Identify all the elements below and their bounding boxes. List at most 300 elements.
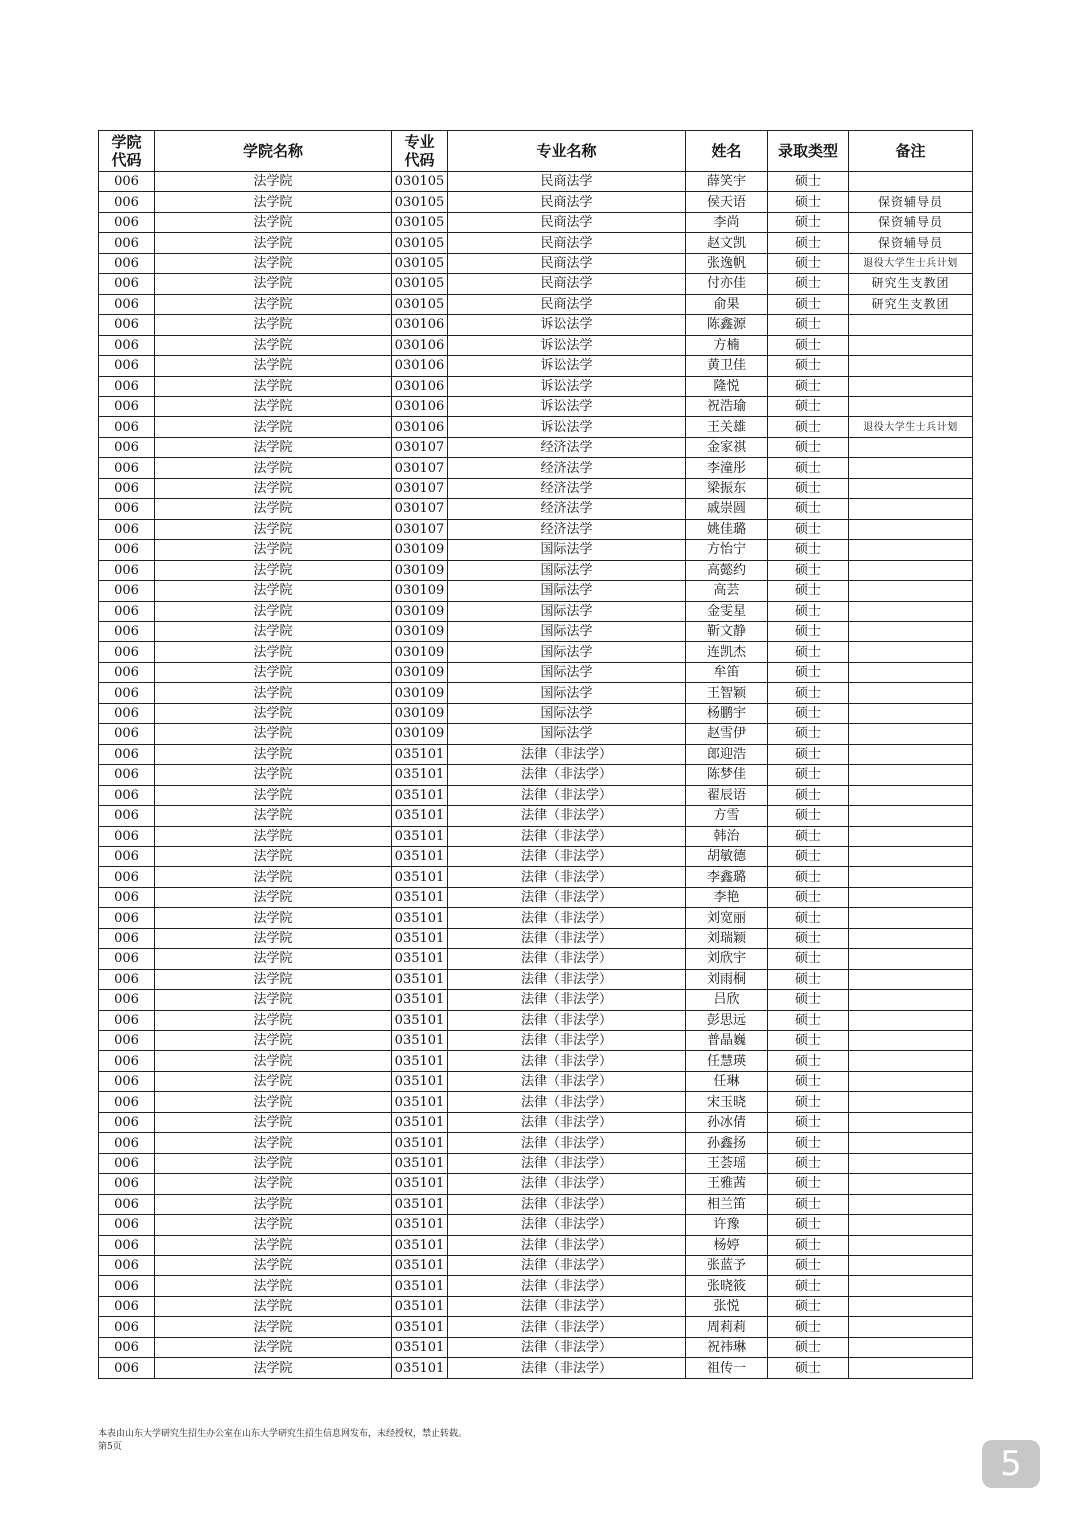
cell-major-name: 民商法学	[448, 274, 686, 294]
cell-student-name: 隆悦	[686, 376, 768, 396]
cell-student-name: 刘雨桐	[686, 969, 768, 989]
table-row	[99, 499, 973, 519]
cell-major-name: 诉讼法学	[448, 376, 686, 396]
table-row	[99, 294, 973, 314]
cell-major-name: 法律（非法学）	[448, 949, 686, 969]
cell-remarks	[849, 1194, 973, 1214]
cell-college-code: 006	[99, 1133, 155, 1153]
cell-college-code: 006	[99, 581, 155, 601]
cell-college-name: 法学院	[155, 1317, 392, 1337]
cell-college-name: 法学院	[155, 1010, 392, 1030]
cell-major-code: 035101	[392, 1133, 448, 1153]
cell-admission-type: 硕士	[768, 887, 849, 907]
cell-student-name: 靳文静	[686, 621, 768, 641]
cell-student-name: 王雅茜	[686, 1174, 768, 1194]
cell-college-code: 006	[99, 315, 155, 335]
cell-admission-type: 硕士	[768, 1215, 849, 1235]
cell-college-name: 法学院	[155, 1235, 392, 1255]
cell-remarks	[849, 1174, 973, 1194]
cell-student-name: 王荟瑶	[686, 1153, 768, 1173]
cell-major-name: 国际法学	[448, 642, 686, 662]
cell-college-code: 006	[99, 1215, 155, 1235]
cell-major-name: 法律（非法学）	[448, 1174, 686, 1194]
cell-remarks	[849, 621, 973, 641]
cell-remarks	[849, 1317, 973, 1337]
cell-student-name: 胡敏德	[686, 846, 768, 866]
table-row	[99, 949, 973, 969]
cell-remarks	[849, 765, 973, 785]
cell-admission-type: 硕士	[768, 396, 849, 416]
cell-major-name: 法律（非法学）	[448, 765, 686, 785]
cell-major-name: 国际法学	[448, 662, 686, 682]
cell-major-name: 国际法学	[448, 683, 686, 703]
table-row	[99, 581, 973, 601]
table-row	[99, 519, 973, 539]
cell-admission-type: 硕士	[768, 765, 849, 785]
cell-admission-type: 硕士	[768, 376, 849, 396]
table-row	[99, 887, 973, 907]
cell-college-code: 006	[99, 499, 155, 519]
cell-major-name: 法律（非法学）	[448, 1215, 686, 1235]
cell-admission-type: 硕士	[768, 846, 849, 866]
cell-admission-type: 硕士	[768, 519, 849, 539]
cell-student-name: 刘欣宇	[686, 949, 768, 969]
cell-admission-type: 硕士	[768, 294, 849, 314]
table-row	[99, 969, 973, 989]
cell-college-code: 006	[99, 969, 155, 989]
cell-college-code: 006	[99, 1276, 155, 1296]
cell-student-name: 方楠	[686, 335, 768, 355]
cell-college-name: 法学院	[155, 417, 392, 437]
header-name: 姓名	[686, 131, 768, 172]
table-row	[99, 1194, 973, 1214]
cell-major-name: 法律（非法学）	[448, 1051, 686, 1071]
cell-college-code: 006	[99, 1071, 155, 1091]
cell-student-name: 郎迎浩	[686, 744, 768, 764]
cell-college-name: 法学院	[155, 376, 392, 396]
cell-major-code: 035101	[392, 1010, 448, 1030]
cell-student-name: 梁振东	[686, 478, 768, 498]
header-college-name: 学院名称	[155, 131, 392, 172]
cell-college-name: 法学院	[155, 1276, 392, 1296]
cell-major-code: 030106	[392, 417, 448, 437]
cell-college-code: 006	[99, 724, 155, 744]
cell-admission-type: 硕士	[768, 826, 849, 846]
table-header-row	[99, 131, 973, 172]
cell-major-code: 035101	[392, 867, 448, 887]
cell-major-name: 诉讼法学	[448, 315, 686, 335]
cell-college-code: 006	[99, 928, 155, 948]
cell-admission-type: 硕士	[768, 335, 849, 355]
cell-remarks	[849, 785, 973, 805]
cell-college-name: 法学院	[155, 949, 392, 969]
cell-student-name: 任慧瑛	[686, 1051, 768, 1071]
cell-admission-type: 硕士	[768, 928, 849, 948]
table-row	[99, 1174, 973, 1194]
cell-major-code: 030105	[392, 294, 448, 314]
cell-admission-type: 硕士	[768, 1256, 849, 1276]
cell-college-name: 法学院	[155, 499, 392, 519]
cell-major-name: 法律（非法学）	[448, 1296, 686, 1316]
cell-college-code: 006	[99, 1051, 155, 1071]
cell-student-name: 赵文凯	[686, 233, 768, 253]
cell-admission-type: 硕士	[768, 785, 849, 805]
cell-student-name: 李尚	[686, 212, 768, 232]
cell-college-code: 006	[99, 396, 155, 416]
cell-admission-type: 硕士	[768, 274, 849, 294]
cell-remarks	[849, 744, 973, 764]
cell-college-name: 法学院	[155, 1296, 392, 1316]
cell-major-name: 法律（非法学）	[448, 887, 686, 907]
cell-college-code: 006	[99, 253, 155, 273]
cell-major-code: 035101	[392, 806, 448, 826]
cell-major-code: 030109	[392, 621, 448, 641]
table-row	[99, 1071, 973, 1091]
cell-college-name: 法学院	[155, 1133, 392, 1153]
cell-remarks	[849, 662, 973, 682]
cell-remarks	[849, 826, 973, 846]
cell-student-name: 戚崇圆	[686, 499, 768, 519]
cell-student-name: 高芸	[686, 581, 768, 601]
cell-admission-type: 硕士	[768, 1010, 849, 1030]
cell-major-name: 经济法学	[448, 519, 686, 539]
cell-remarks	[849, 581, 973, 601]
table-row	[99, 274, 973, 294]
cell-student-name: 祝祎琳	[686, 1337, 768, 1357]
table-row	[99, 1215, 973, 1235]
cell-college-code: 006	[99, 867, 155, 887]
cell-remarks	[849, 1010, 973, 1030]
cell-college-code: 006	[99, 1174, 155, 1194]
cell-major-code: 030109	[392, 662, 448, 682]
cell-student-name: 李艳	[686, 887, 768, 907]
cell-admission-type: 硕士	[768, 233, 849, 253]
cell-college-name: 法学院	[155, 212, 392, 232]
cell-college-code: 006	[99, 1112, 155, 1132]
cell-college-code: 006	[99, 478, 155, 498]
cell-remarks	[849, 642, 973, 662]
cell-major-name: 民商法学	[448, 212, 686, 232]
table-row	[99, 744, 973, 764]
cell-college-name: 法学院	[155, 1112, 392, 1132]
cell-student-name: 连凯杰	[686, 642, 768, 662]
cell-college-name: 法学院	[155, 560, 392, 580]
cell-major-name: 法律（非法学）	[448, 990, 686, 1010]
cell-student-name: 宋玉晓	[686, 1092, 768, 1112]
cell-major-code: 030106	[392, 356, 448, 376]
cell-remarks	[849, 1133, 973, 1153]
cell-college-code: 006	[99, 1092, 155, 1112]
cell-college-name: 法学院	[155, 969, 392, 989]
cell-college-name: 法学院	[155, 478, 392, 498]
cell-remarks	[849, 499, 973, 519]
cell-admission-type: 硕士	[768, 1296, 849, 1316]
cell-admission-type: 硕士	[768, 560, 849, 580]
cell-admission-type: 硕士	[768, 172, 849, 192]
cell-remarks: 保资辅导员	[849, 233, 973, 253]
cell-admission-type: 硕士	[768, 1092, 849, 1112]
cell-major-name: 法律（非法学）	[448, 1256, 686, 1276]
cell-student-name: 孙冰倩	[686, 1112, 768, 1132]
cell-college-code: 006	[99, 376, 155, 396]
cell-remarks	[849, 1337, 973, 1357]
cell-major-name: 法律（非法学）	[448, 1358, 686, 1378]
cell-major-code: 035101	[392, 1051, 448, 1071]
cell-remarks	[849, 887, 973, 907]
cell-college-code: 006	[99, 356, 155, 376]
cell-student-name: 祖传一	[686, 1358, 768, 1378]
cell-major-code: 035101	[392, 1174, 448, 1194]
cell-remarks	[849, 846, 973, 866]
cell-major-code: 035101	[392, 1276, 448, 1296]
cell-remarks	[849, 437, 973, 457]
cell-college-name: 法学院	[155, 274, 392, 294]
cell-remarks	[849, 560, 973, 580]
cell-major-name: 民商法学	[448, 253, 686, 273]
cell-major-code: 035101	[392, 1031, 448, 1051]
cell-major-name: 经济法学	[448, 458, 686, 478]
cell-college-name: 法学院	[155, 1092, 392, 1112]
cell-college-code: 006	[99, 908, 155, 928]
cell-remarks	[849, 724, 973, 744]
cell-student-name: 方雪	[686, 806, 768, 826]
cell-major-code: 035101	[392, 744, 448, 764]
cell-college-code: 006	[99, 1031, 155, 1051]
cell-student-name: 李鑫璐	[686, 867, 768, 887]
cell-major-code: 030105	[392, 274, 448, 294]
cell-college-name: 法学院	[155, 683, 392, 703]
cell-major-name: 法律（非法学）	[448, 969, 686, 989]
cell-remarks: 保资辅导员	[849, 192, 973, 212]
cell-college-name: 法学院	[155, 867, 392, 887]
cell-major-name: 法律（非法学）	[448, 806, 686, 826]
cell-college-name: 法学院	[155, 396, 392, 416]
cell-major-name: 法律（非法学）	[448, 1235, 686, 1255]
table-row	[99, 642, 973, 662]
cell-remarks: 保资辅导员	[849, 212, 973, 232]
cell-student-name: 王关雄	[686, 417, 768, 437]
cell-admission-type: 硕士	[768, 703, 849, 723]
cell-remarks	[849, 1235, 973, 1255]
cell-major-name: 诉讼法学	[448, 417, 686, 437]
cell-remarks: 退役大学生士兵计划	[849, 253, 973, 273]
cell-admission-type: 硕士	[768, 540, 849, 560]
header-major-code: 专业 代码	[392, 131, 448, 172]
cell-college-name: 法学院	[155, 1153, 392, 1173]
cell-major-name: 法律（非法学）	[448, 1071, 686, 1091]
cell-college-code: 006	[99, 1153, 155, 1173]
table-row	[99, 417, 973, 437]
cell-admission-type: 硕士	[768, 1031, 849, 1051]
cell-major-code: 035101	[392, 928, 448, 948]
cell-remarks	[849, 1358, 973, 1378]
cell-admission-type: 硕士	[768, 1133, 849, 1153]
table-row	[99, 1031, 973, 1051]
cell-remarks	[849, 519, 973, 539]
cell-student-name: 彭思远	[686, 1010, 768, 1030]
cell-remarks	[849, 683, 973, 703]
cell-major-code: 030105	[392, 172, 448, 192]
table-row	[99, 560, 973, 580]
cell-remarks	[849, 928, 973, 948]
cell-major-code: 030105	[392, 233, 448, 253]
cell-major-code: 035101	[392, 1358, 448, 1378]
cell-student-name: 刘瑞颖	[686, 928, 768, 948]
cell-college-code: 006	[99, 949, 155, 969]
cell-college-code: 006	[99, 233, 155, 253]
cell-major-name: 诉讼法学	[448, 335, 686, 355]
footer-notice: 本表由山东大学研究生招生办公室在山东大学研究生招生信息网发布，未经授权，禁止转载。	[98, 1429, 468, 1439]
cell-remarks	[849, 396, 973, 416]
cell-student-name: 赵雪伊	[686, 724, 768, 744]
cell-major-code: 035101	[392, 1317, 448, 1337]
cell-student-name: 杨婷	[686, 1235, 768, 1255]
cell-major-code: 030107	[392, 478, 448, 498]
table-row	[99, 233, 973, 253]
cell-major-code: 035101	[392, 1112, 448, 1132]
table-row	[99, 1010, 973, 1030]
cell-remarks	[849, 1092, 973, 1112]
cell-college-code: 006	[99, 806, 155, 826]
cell-student-name: 付亦佳	[686, 274, 768, 294]
table-row	[99, 908, 973, 928]
cell-college-name: 法学院	[155, 1031, 392, 1051]
cell-college-code: 006	[99, 703, 155, 723]
cell-major-name: 法律（非法学）	[448, 1153, 686, 1173]
table-row	[99, 703, 973, 723]
cell-student-name: 刘宽丽	[686, 908, 768, 928]
cell-major-code: 035101	[392, 1071, 448, 1091]
table-row	[99, 1276, 973, 1296]
cell-college-name: 法学院	[155, 887, 392, 907]
cell-major-code: 030106	[392, 376, 448, 396]
cell-student-name: 高懿约	[686, 560, 768, 580]
cell-major-code: 030106	[392, 396, 448, 416]
cell-student-name: 金家祺	[686, 437, 768, 457]
cell-major-code: 035101	[392, 826, 448, 846]
table-row	[99, 478, 973, 498]
cell-student-name: 许豫	[686, 1215, 768, 1235]
cell-college-name: 法学院	[155, 233, 392, 253]
cell-major-name: 法律（非法学）	[448, 908, 686, 928]
cell-remarks	[849, 458, 973, 478]
cell-major-name: 法律（非法学）	[448, 1133, 686, 1153]
cell-remarks	[849, 540, 973, 560]
cell-remarks	[849, 478, 973, 498]
cell-major-name: 法律（非法学）	[448, 846, 686, 866]
table-row	[99, 662, 973, 682]
cell-major-name: 国际法学	[448, 601, 686, 621]
cell-major-code: 030107	[392, 437, 448, 457]
cell-remarks	[849, 335, 973, 355]
cell-major-name: 法律（非法学）	[448, 1276, 686, 1296]
cell-remarks	[849, 908, 973, 928]
cell-admission-type: 硕士	[768, 356, 849, 376]
cell-admission-type: 硕士	[768, 601, 849, 621]
cell-student-name: 韩治	[686, 826, 768, 846]
cell-major-code: 035101	[392, 1194, 448, 1214]
cell-remarks	[849, 1276, 973, 1296]
cell-major-name: 国际法学	[448, 621, 686, 641]
cell-student-name: 薛笑宇	[686, 172, 768, 192]
cell-college-name: 法学院	[155, 990, 392, 1010]
table-row	[99, 1112, 973, 1132]
cell-major-name: 法律（非法学）	[448, 1092, 686, 1112]
cell-major-name: 民商法学	[448, 192, 686, 212]
cell-major-code: 035101	[392, 887, 448, 907]
cell-college-code: 006	[99, 519, 155, 539]
cell-college-name: 法学院	[155, 662, 392, 682]
cell-remarks	[849, 969, 973, 989]
cell-remarks	[849, 172, 973, 192]
table-row	[99, 1092, 973, 1112]
cell-admission-type: 硕士	[768, 1276, 849, 1296]
cell-student-name: 杨鹏宇	[686, 703, 768, 723]
cell-remarks	[849, 1296, 973, 1316]
header-admission-type: 录取类型	[768, 131, 849, 172]
cell-major-code: 030105	[392, 253, 448, 273]
cell-college-code: 006	[99, 1010, 155, 1030]
cell-major-code: 030109	[392, 560, 448, 580]
cell-admission-type: 硕士	[768, 1194, 849, 1214]
cell-college-name: 法学院	[155, 601, 392, 621]
cell-major-name: 经济法学	[448, 499, 686, 519]
cell-college-code: 006	[99, 1317, 155, 1337]
cell-major-name: 国际法学	[448, 724, 686, 744]
cell-remarks	[849, 1071, 973, 1091]
cell-student-name: 方怡宁	[686, 540, 768, 560]
cell-college-code: 006	[99, 621, 155, 641]
cell-admission-type: 硕士	[768, 1071, 849, 1091]
cell-major-code: 035101	[392, 1235, 448, 1255]
cell-college-code: 006	[99, 601, 155, 621]
cell-major-code: 035101	[392, 765, 448, 785]
cell-college-name: 法学院	[155, 846, 392, 866]
cell-college-name: 法学院	[155, 172, 392, 192]
cell-college-code: 006	[99, 683, 155, 703]
cell-college-name: 法学院	[155, 785, 392, 805]
cell-major-code: 035101	[392, 1215, 448, 1235]
cell-college-code: 006	[99, 417, 155, 437]
table-row	[99, 172, 973, 192]
cell-major-name: 法律（非法学）	[448, 785, 686, 805]
cell-remarks	[849, 315, 973, 335]
cell-college-code: 006	[99, 990, 155, 1010]
cell-college-name: 法学院	[155, 1174, 392, 1194]
cell-college-code: 006	[99, 744, 155, 764]
cell-admission-type: 硕士	[768, 1235, 849, 1255]
header-major-name: 专业名称	[448, 131, 686, 172]
cell-major-code: 035101	[392, 846, 448, 866]
cell-college-name: 法学院	[155, 826, 392, 846]
cell-remarks	[849, 1215, 973, 1235]
cell-college-name: 法学院	[155, 703, 392, 723]
cell-major-name: 法律（非法学）	[448, 1194, 686, 1214]
cell-major-name: 经济法学	[448, 437, 686, 457]
cell-college-name: 法学院	[155, 1358, 392, 1378]
cell-remarks: 研究生支教团	[849, 274, 973, 294]
cell-admission-type: 硕士	[768, 1317, 849, 1337]
cell-major-code: 035101	[392, 1337, 448, 1357]
cell-college-name: 法学院	[155, 765, 392, 785]
cell-major-name: 法律（非法学）	[448, 1010, 686, 1030]
cell-major-code: 030106	[392, 315, 448, 335]
cell-remarks	[849, 1112, 973, 1132]
cell-college-code: 006	[99, 437, 155, 457]
cell-student-name: 张晓筱	[686, 1276, 768, 1296]
cell-major-code: 030109	[392, 601, 448, 621]
table-row	[99, 1358, 973, 1378]
